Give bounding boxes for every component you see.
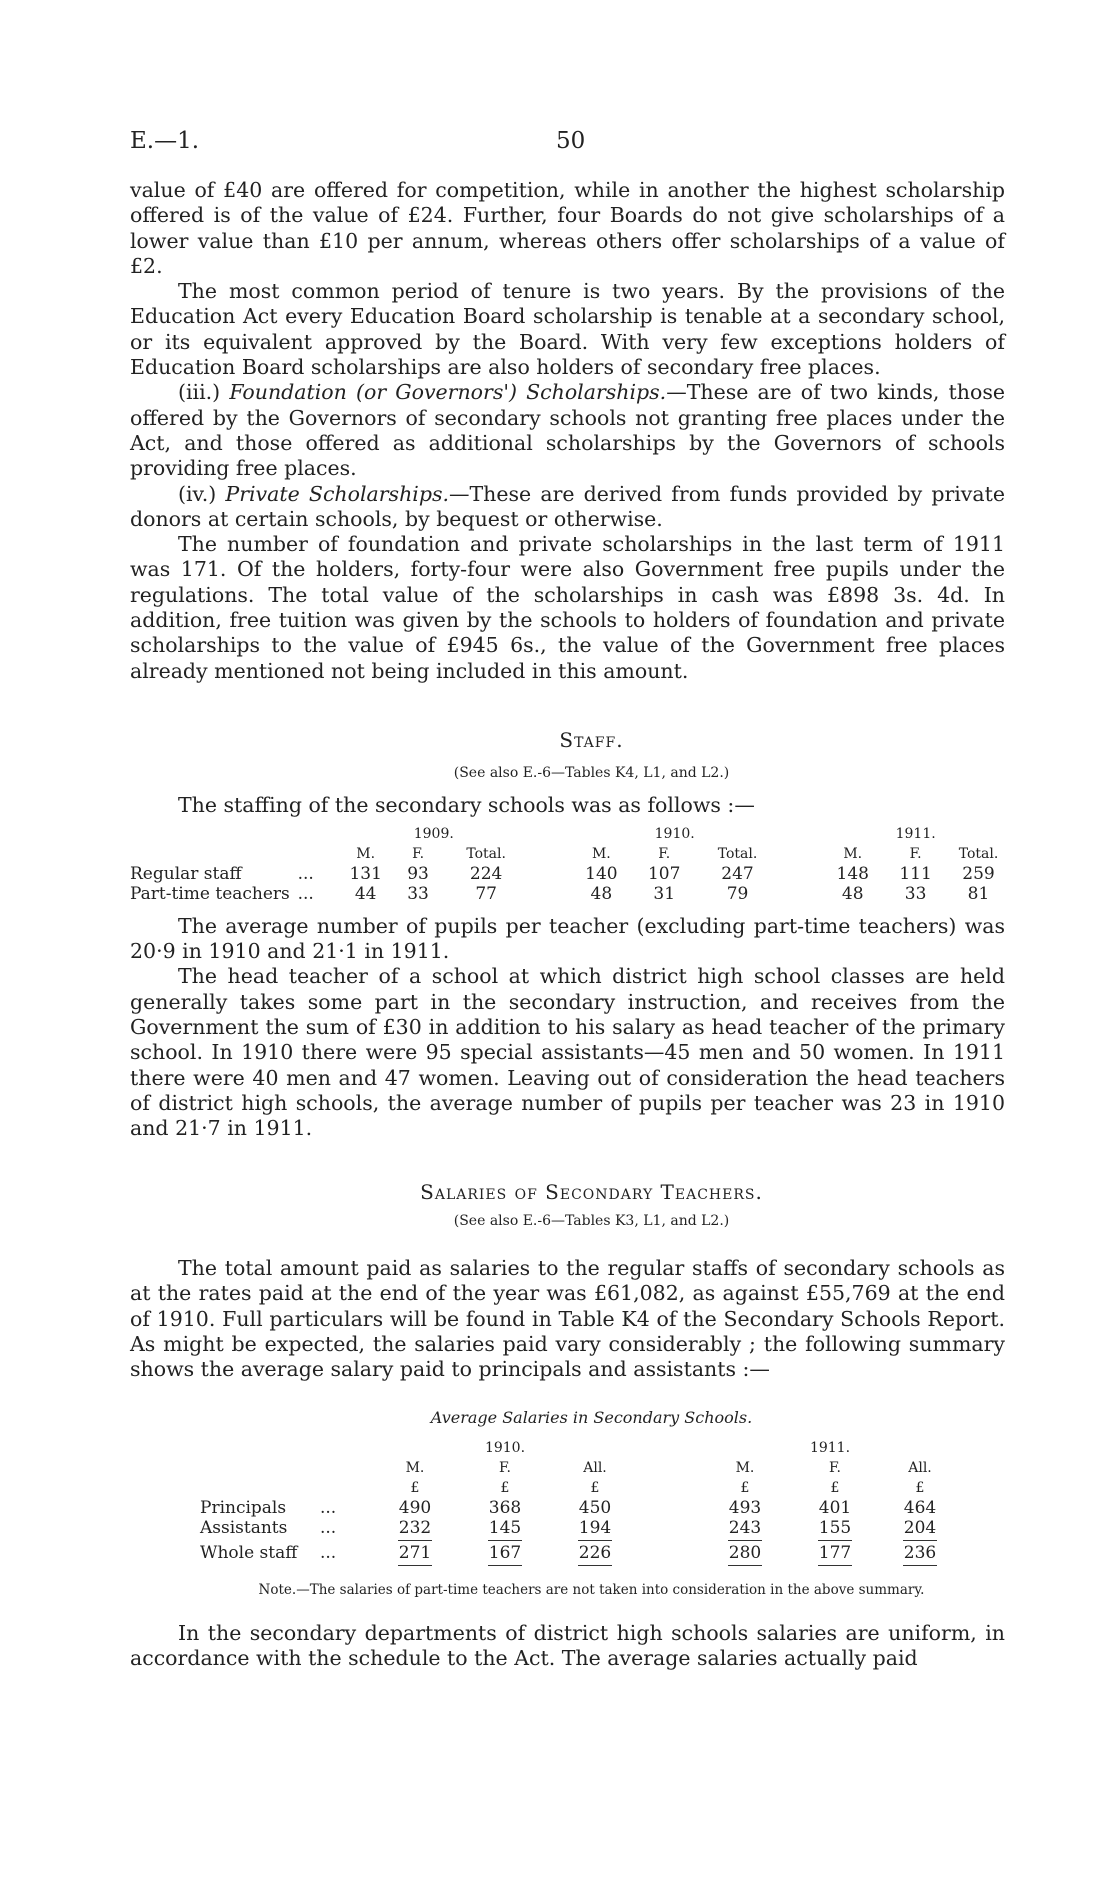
table-cell: 194	[578, 1517, 612, 1538]
table-cell: 226	[578, 1542, 612, 1563]
staff-year-header-row	[130, 824, 1010, 844]
item-number: (iv.)	[178, 481, 226, 506]
table-cell: 224	[469, 863, 503, 884]
table-cell: 450	[578, 1497, 612, 1518]
table-cell: 401	[818, 1497, 852, 1518]
table-cell: 167	[488, 1542, 522, 1563]
year-heading: 1909.	[413, 825, 454, 842]
column-header: M.	[735, 1459, 755, 1476]
unit-symbol: £	[830, 1479, 840, 1496]
sum-rule	[903, 1540, 937, 1541]
item-title: Foundation (or Governors') Scholarships.	[229, 380, 667, 405]
unit-symbol: £	[590, 1479, 600, 1496]
paragraph-salaries-total: The total amount paid as salaries to the regular staffs of secondary schools as at the rates paid at the end of the year was £61,082, as against £55,769 at the end of 1910. Full particulars will be found in Table K4 of the Secondary Schools Report. As might be expected, the salaries paid vary considerably ; the following summary shows the average salary paid to principals and assistants :—	[130, 1256, 1005, 1382]
item-text: —These are derived from funds provided by private donors at certain schools, by bequest or otherwise.	[130, 481, 1005, 531]
table-cell: 464	[903, 1497, 937, 1518]
salaries-column-header-row	[200, 1458, 960, 1478]
year-heading: 1910.	[654, 825, 695, 842]
page-body	[130, 178, 1005, 1672]
table-cell: 81	[967, 883, 990, 904]
table-cell: 148	[836, 863, 869, 884]
table-cell: 111	[899, 863, 932, 884]
unit-symbol: £	[740, 1479, 750, 1496]
salaries-year-header-row	[200, 1438, 960, 1458]
line: offered is of the value of £24. Further, four Boards do not give scholarships of a	[130, 203, 1005, 228]
table-cell: 493	[728, 1497, 762, 1518]
table-cell: 271	[398, 1542, 432, 1563]
sum-rule	[818, 1565, 852, 1566]
paragraph-foundation-scholarships	[130, 380, 1005, 481]
salaries-table	[200, 1438, 960, 1568]
column-header: F.	[499, 1459, 511, 1476]
sum-rule	[728, 1540, 762, 1541]
item-number: (iii.)	[178, 380, 230, 405]
paragraph-district-high-schools: In the secondary departments of district high schools salaries are uniform, in accordance with the schedule to the Act. The average salaries actually paid	[130, 1621, 1005, 1671]
page-number: 50	[556, 128, 586, 154]
column-header: M.	[591, 845, 611, 862]
column-header: All.	[583, 1459, 607, 1476]
row-label: Part-time teachers	[130, 883, 290, 904]
table-row	[200, 1498, 960, 1518]
year-heading: 1911.	[895, 825, 936, 842]
item-title: Private Scholarships.	[225, 481, 449, 506]
table-cell: 140	[585, 863, 618, 884]
leader-dots: ...	[297, 863, 314, 884]
table-cell: 107	[647, 863, 681, 884]
paragraph-tenure: The most common period of tenure is two years. By the provisions of the Education Act every Education Board scholarship is tenable at a secondary school, or its equivalent approved by the Board. With very few exceptions holders of Education Board scholarships are also holders of secondary free places.	[130, 279, 1005, 380]
sum-rule	[903, 1565, 937, 1566]
sum-rule	[488, 1565, 522, 1566]
table-row	[130, 864, 1010, 884]
staff-column-header-row	[130, 844, 1010, 864]
table-cell: 280	[728, 1542, 762, 1563]
salaries-unit-row	[200, 1478, 960, 1498]
column-header: F.	[658, 845, 671, 862]
leader-dots: ...	[320, 1517, 337, 1538]
column-header: Total.	[958, 845, 999, 862]
table-cell: 204	[903, 1517, 937, 1538]
paragraph-scholarship-numbers: The number of foundation and private scholarships in the last term of 1911 was 171. Of the holders, forty-four were also Government free pupils under the regulations. The total value of the scholarships in cash was £898 3s. 4d. In addition, free tuition was given by the schools to holders of foundation and private scholarships to the value of £945 6s., the value of the Government free places already mentioned not being included in this amount.	[130, 532, 1005, 683]
year-heading: 1911.	[809, 1439, 851, 1456]
table-cell: 490	[398, 1497, 432, 1518]
section-title-salaries: Salaries of Secondary Teachers.	[420, 1179, 763, 1204]
table-cell: 247	[721, 863, 754, 884]
table-caption: Average Salaries in Secondary Schools.	[430, 1407, 753, 1427]
table-cell: 236	[903, 1542, 937, 1563]
table-cell: 93	[407, 863, 429, 884]
table-cell: 33	[904, 883, 927, 904]
table-cell: 131	[349, 863, 382, 884]
leader-dots: ...	[320, 1542, 337, 1563]
table-cell: 48	[841, 883, 864, 904]
table-row	[200, 1543, 960, 1563]
leader-dots: ...	[320, 1497, 337, 1518]
table-cell: 368	[488, 1497, 522, 1518]
column-header: M.	[843, 845, 863, 862]
column-header: All.	[908, 1459, 932, 1476]
unit-symbol: £	[410, 1479, 420, 1496]
paragraph-pupils-per-teacher: The average number of pupils per teacher (excluding part-time teachers) was 20·9 in 1910 and 21·1 in 1911.	[130, 913, 1005, 964]
table-note: Note.—The salaries of part-time teachers are not taken into consideration in the above summary.	[258, 1581, 925, 1598]
unit-symbol: £	[500, 1479, 510, 1496]
staff-table	[130, 824, 1010, 904]
sum-rule	[398, 1540, 432, 1541]
column-header: Total.	[717, 845, 758, 862]
row-label: Regular staff	[130, 863, 242, 884]
table-cell: 155	[818, 1517, 852, 1538]
table-cell: 243	[728, 1517, 762, 1538]
item-text: —These are of two kinds, those offered by the Governors of secondary schools not granting free places under the Act, and those offered as additional scholarships by the Governors of schools providing free places.	[130, 380, 1005, 481]
row-label: Principals	[200, 1497, 287, 1518]
column-header: Total.	[466, 845, 506, 862]
table-cell: 48	[590, 883, 613, 904]
column-header: M.	[405, 1459, 425, 1476]
column-header: F.	[829, 1459, 841, 1476]
table-cell: 79	[726, 883, 749, 904]
sum-rule	[578, 1565, 612, 1566]
row-label: Whole staff	[200, 1542, 298, 1563]
line: value of £40 are offered for competition, while in another the highest scholarship	[130, 178, 1005, 202]
sum-rule	[728, 1565, 762, 1566]
column-header: F.	[909, 845, 922, 862]
paragraph-continuation	[130, 178, 1005, 279]
table-cell: 232	[398, 1517, 432, 1538]
section-title-staff: Staff.	[559, 727, 624, 752]
see-also-note: (See also E.-6—Tables K4, L1, and L2.)	[453, 765, 730, 782]
table-cell: 31	[653, 883, 676, 904]
table-cell: 77	[475, 883, 497, 904]
column-header: M.	[356, 845, 376, 862]
see-also-note: (See also E.-6—Tables K3, L1, and L2.)	[453, 1212, 730, 1229]
sum-rule	[488, 1540, 522, 1541]
row-label: Assistants	[200, 1517, 288, 1538]
table-row	[130, 884, 1010, 904]
paragraph-head-teacher: The head teacher of a school at which district high school classes are held generally takes some part in the secondary instruction, and receives from the Government the sum of £30 in addition to his salary as head teacher of the primary school. In 1910 there were 95 special assistants—45 men and 50 women. In 1911 there were 40 men and 47 women. Leaving out of consideration the head teachers of district high schools, the average number of pupils per teacher was 23 in 1910 and 21·7 in 1911.	[130, 964, 1005, 1141]
unit-symbol: £	[915, 1479, 925, 1496]
document-reference: E.—1.	[130, 128, 200, 154]
line: lower value than £10 per annum, whereas others offer scholarships of a value of £2.	[130, 228, 1005, 278]
paragraph-private-scholarships	[130, 482, 1005, 533]
sum-rule	[398, 1565, 432, 1566]
leader-dots: ...	[297, 883, 314, 904]
sum-rule	[578, 1540, 612, 1541]
staff-intro: The staffing of the secondary schools was as follows :—	[178, 792, 755, 817]
column-header: F.	[412, 845, 425, 862]
table-cell: 44	[354, 883, 377, 904]
table-cell: 259	[962, 863, 995, 884]
table-cell: 177	[818, 1542, 852, 1563]
table-cell: 33	[407, 883, 429, 904]
year-heading: 1910.	[484, 1439, 526, 1456]
table-row	[200, 1518, 960, 1538]
sum-rule	[818, 1540, 852, 1541]
table-cell: 145	[488, 1517, 522, 1538]
